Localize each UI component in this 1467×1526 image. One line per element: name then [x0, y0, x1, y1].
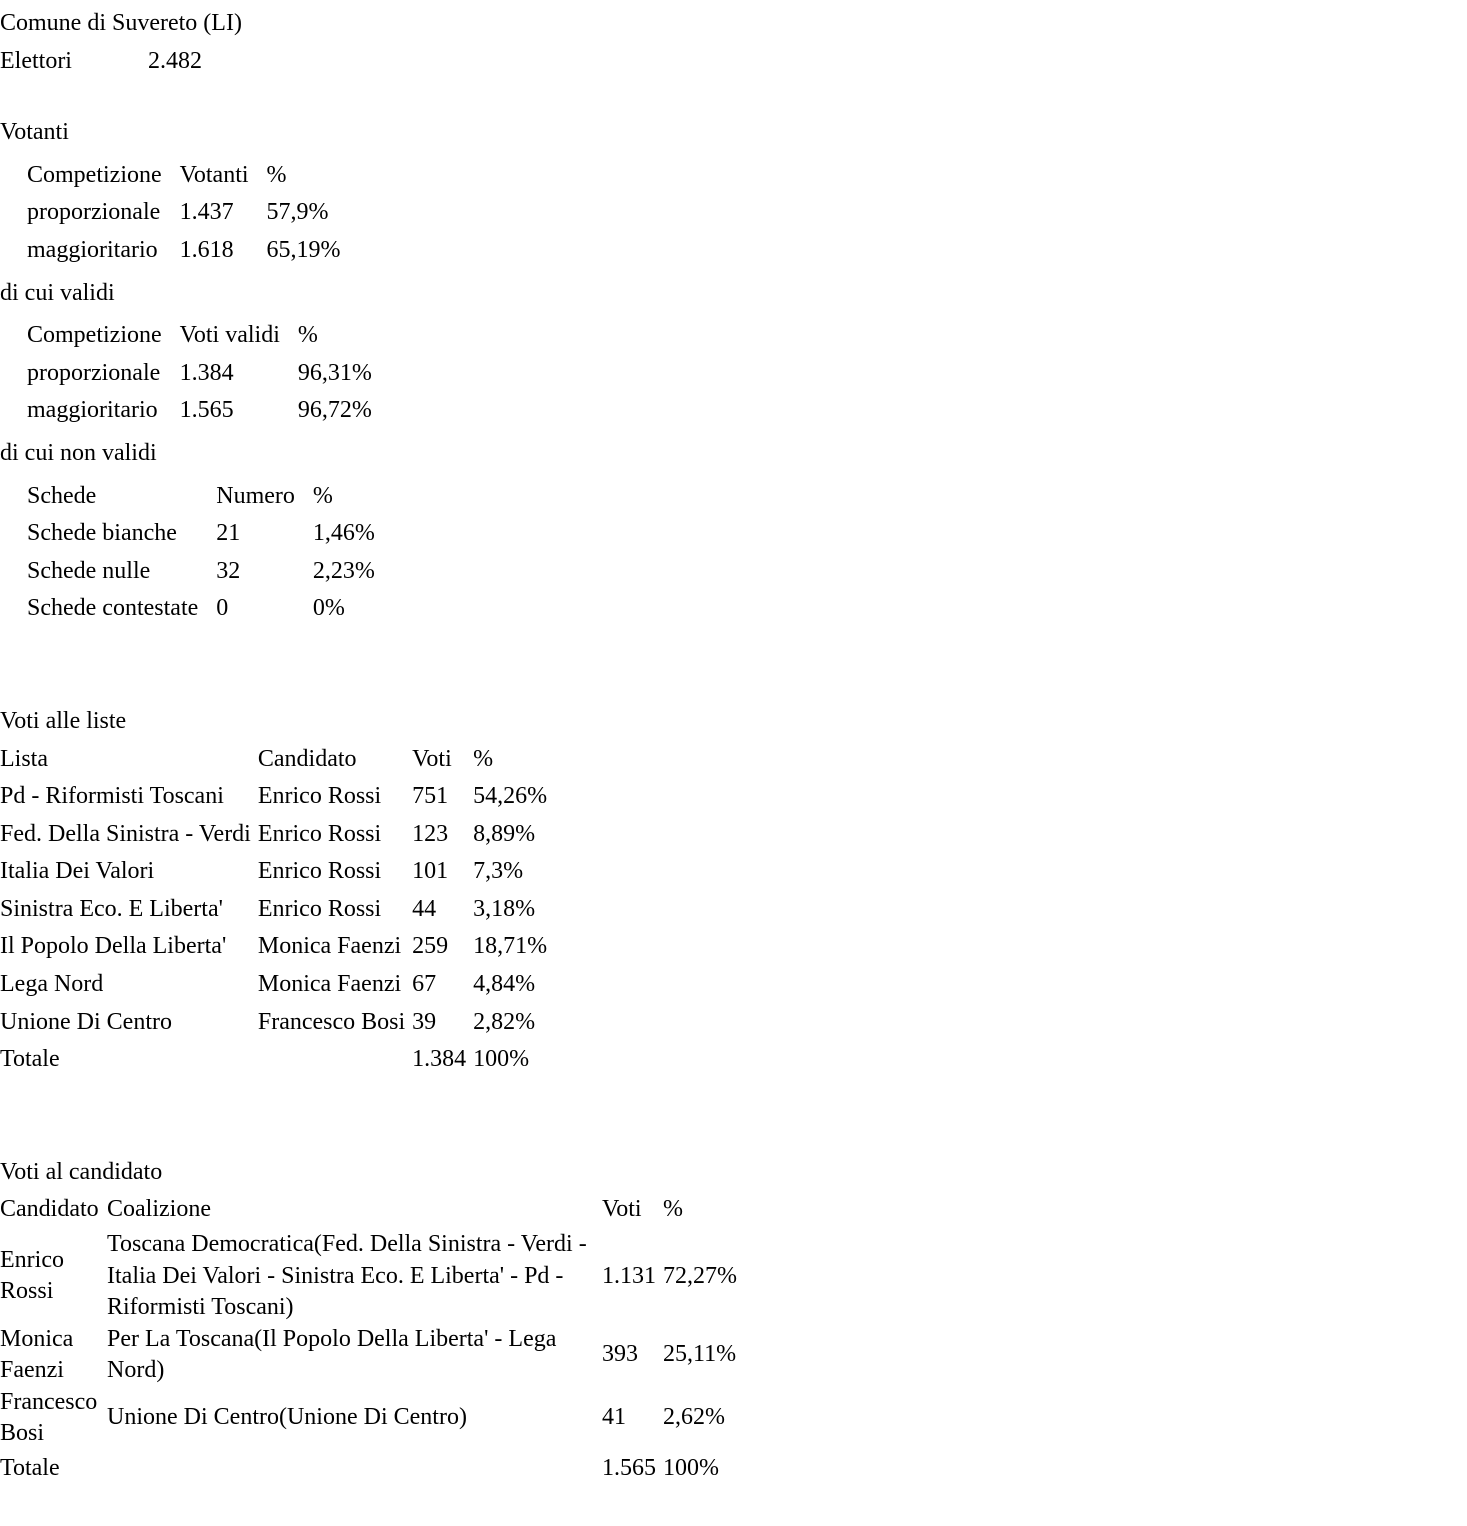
header-cell: Lista — [0, 745, 48, 772]
table-header-row — [0, 741, 554, 779]
table-cell: 39 — [412, 1008, 437, 1035]
table-cell: Sinistra Eco. E Liberta' — [0, 895, 223, 922]
table-cell: 8,89% — [473, 820, 536, 847]
table-cell: 101 — [412, 858, 449, 885]
header-cell: Coalizione — [107, 1196, 211, 1223]
table-cell: Fed. Della Sinistra - Verdi — [0, 820, 251, 847]
table-cell: maggioritario — [27, 397, 158, 424]
table-row — [0, 778, 554, 816]
candidate-name: Monica Faenzi — [0, 1325, 74, 1384]
table-cell — [107, 1450, 602, 1488]
table-row — [0, 853, 554, 891]
table-cell: Italia Dei Valori — [0, 858, 155, 885]
candidate-name: Enrico Rossi — [0, 1246, 64, 1305]
table-cell: Monica Faenzi — [257, 971, 402, 998]
table-cell: 1.565 — [179, 397, 234, 424]
table-row — [0, 928, 554, 966]
coalition-cell: Unione Di Centro(Unione Di Centro) — [107, 1404, 467, 1431]
elettori-label: Elettori — [0, 47, 72, 74]
table-cell: 96,31% — [297, 359, 372, 386]
header-cell: Voti — [412, 745, 452, 772]
coalition-cell: Per La Toscana(Il Popolo Della Liberta' - Lega Nord) — [107, 1325, 557, 1384]
table-cell: 0% — [312, 595, 345, 622]
table-cell: 41 — [602, 1404, 626, 1431]
votanti-title: Votanti — [0, 119, 69, 146]
total-votes: 1.565 — [602, 1454, 656, 1481]
table-cell: Francesco Bosi — [257, 1008, 406, 1035]
table-row — [27, 515, 375, 553]
table-header-row — [0, 1191, 744, 1229]
table-cell: 54,26% — [473, 783, 548, 810]
header-cell: % — [297, 322, 318, 349]
table-cell: Schede bianche — [27, 520, 177, 547]
table-cell: 21 — [216, 520, 241, 547]
table-cell: 18,71% — [473, 933, 548, 960]
table-cell: proporzionale — [27, 199, 161, 226]
header-cell: Numero — [216, 482, 295, 509]
table-row — [27, 194, 341, 232]
validi-table — [27, 317, 372, 430]
table-row — [27, 590, 375, 628]
header-cell: Voti validi — [179, 322, 280, 349]
table-cell — [258, 1041, 412, 1079]
table-row — [27, 553, 375, 591]
table-row — [27, 232, 341, 270]
table-cell: Schede nulle — [27, 557, 151, 584]
table-cell: proporzionale — [27, 359, 161, 386]
liste-table — [0, 741, 554, 1079]
table-cell: Enrico Rossi — [257, 895, 382, 922]
header-cell: Candidato — [0, 1196, 99, 1223]
validi-title: di cui validi — [0, 279, 115, 306]
table-cell: 25,11% — [663, 1341, 737, 1368]
table-cell: Pd - Riformisti Toscani — [0, 783, 224, 810]
candidati-table — [0, 1191, 744, 1487]
table-cell: 7,3% — [473, 858, 524, 885]
table-cell: 32 — [216, 557, 241, 584]
table-cell: Schede contestate — [27, 595, 199, 622]
total-percent: 100% — [663, 1454, 719, 1481]
table-header-row — [27, 157, 341, 195]
table-cell: 393 — [602, 1341, 638, 1368]
table-cell: 1.437 — [179, 199, 234, 226]
table-cell: 1,46% — [312, 520, 375, 547]
table-total-row — [0, 1041, 554, 1079]
table-row — [0, 1229, 744, 1324]
table-row — [0, 966, 554, 1004]
spacer — [0, 628, 1467, 703]
table-cell: 72,27% — [663, 1262, 737, 1289]
header-cell: Schede — [27, 482, 97, 509]
header-cell: Candidato — [257, 745, 357, 772]
table-header-row — [27, 478, 375, 516]
table-cell: Lega Nord — [0, 971, 104, 998]
total-label: Totale — [0, 1046, 60, 1073]
total-percent: 100% — [473, 1046, 530, 1073]
header-cell: Competizione — [27, 161, 162, 188]
table-cell: Enrico Rossi — [257, 783, 382, 810]
table-row — [0, 891, 554, 929]
total-label: Totale — [0, 1454, 60, 1481]
table-row — [0, 816, 554, 854]
total-votes: 1.384 — [412, 1046, 467, 1073]
table-header-row — [27, 317, 372, 355]
table-cell: 751 — [412, 783, 449, 810]
table-cell: 0 — [216, 595, 229, 622]
table-cell: 2,23% — [312, 557, 375, 584]
table-cell: 123 — [412, 820, 449, 847]
header-cell: Voti — [602, 1196, 642, 1223]
elettori-value: 2.482 — [148, 47, 202, 74]
table-cell: 1.131 — [602, 1262, 656, 1289]
table-cell: Il Popolo Della Liberta' — [0, 933, 227, 960]
votanti-table — [27, 157, 341, 270]
candidati-title: Voti al candidato — [0, 1158, 163, 1185]
table-cell: 3,18% — [473, 895, 536, 922]
table-total-row — [0, 1450, 744, 1488]
table-cell: 259 — [412, 933, 449, 960]
table-cell: 2,82% — [473, 1008, 536, 1035]
header-cell: % — [266, 161, 287, 188]
table-row — [0, 1387, 744, 1450]
header-cell: Votanti — [179, 161, 249, 188]
table-cell: 1.384 — [179, 359, 234, 386]
table-cell: maggioritario — [27, 236, 158, 263]
coalition-cell: Toscana Democratica(Fed. Della Sinistra - Verdi - Italia Dei Valori - Sinistra Eco. E Liberta' - Pd - Riformisti Toscani) — [107, 1231, 587, 1321]
elettori-table — [0, 43, 202, 81]
table-cell: Enrico Rossi — [257, 858, 382, 885]
table-cell: 44 — [412, 895, 437, 922]
non-validi-table — [27, 478, 375, 628]
candidate-name: Francesco Bosi — [0, 1388, 98, 1447]
table-row — [27, 392, 372, 430]
table-row — [0, 1324, 744, 1387]
liste-title: Voti alle liste — [0, 707, 127, 734]
table-cell: 96,72% — [297, 397, 372, 424]
header-cell: % — [312, 482, 333, 509]
table-cell: Unione Di Centro — [0, 1008, 172, 1035]
table-row — [0, 1004, 554, 1042]
table-cell: 65,19% — [266, 236, 341, 263]
table-cell: 67 — [412, 971, 437, 998]
table-row — [27, 355, 372, 393]
table-cell: 1.618 — [179, 236, 234, 263]
table-cell: 57,9% — [266, 199, 329, 226]
header-cell: Competizione — [27, 322, 162, 349]
non-validi-title: di cui non validi — [0, 439, 157, 466]
header-cell: % — [473, 745, 494, 772]
spacer — [0, 1079, 1467, 1154]
table-cell: 4,84% — [473, 971, 536, 998]
table-cell: Enrico Rossi — [257, 820, 382, 847]
elettori-row — [0, 43, 202, 81]
table-cell: 2,62% — [663, 1404, 725, 1431]
header-cell: % — [663, 1196, 683, 1223]
table-cell: Monica Faenzi — [257, 933, 402, 960]
comune-title: Comune di Suvereto (LI) — [0, 10, 242, 36]
